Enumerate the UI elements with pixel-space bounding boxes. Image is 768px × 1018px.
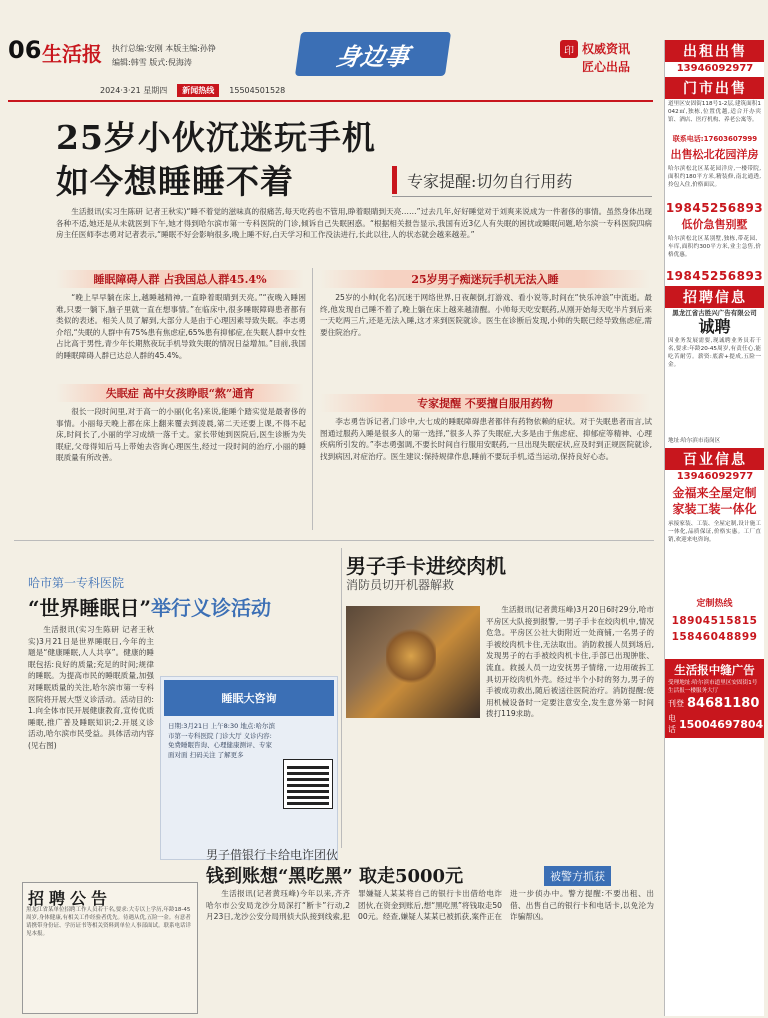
classified-sub-5: 诚聘 (698, 317, 731, 336)
classified-text-4: 哈尔滨松北区某别墅,独栋,带花园、车库,面积约300平方米,业主急售,价格优惠。 (668, 236, 761, 258)
editor-credits (112, 42, 216, 70)
classified-title-6: 百业信息 (665, 448, 764, 470)
classified-phone-8b: 15004697804 (679, 717, 764, 731)
classified-title-5: 招聘信息 (665, 286, 764, 308)
classified-title-4: 低价急售别墅 (681, 218, 748, 231)
story4-text: 生活报讯(记者黄珏峰)今年以来,齐齐哈尔市公安局龙沙分局深打“断卡”行动,2月23日,龙沙公安分局刑侦大队接到线索,犯罪嫌疑人某某将自己的银行卡出借给电诈团伙,在资金到账后,想“黑吃黑”将钱取走5000元。经查,嫌疑人某某已被抓获,案件正在进一步侦办中。警方提醒:不要出租、出借、出售自己的银行卡和电话卡,以免沦为诈骗帮凶。 (206, 889, 654, 922)
classified-address-5: 地址:哈尔滨市南岗区 (668, 438, 721, 444)
rescue-photo (346, 606, 480, 718)
story2-kicker: 哈市第一专科医院 (28, 576, 125, 590)
poster-text: 日期:3月21日 上午8:30 地点:哈尔滨市第一专科医院 门诊大厅 义诊内容:免费睡眠咨询、心理健康测评、专家面对面 扫码关注 了解更多 (168, 722, 276, 759)
section-text-2: 25岁的小帅(化名)沉迷于网络世界,日夜颠倒,打游戏、看小说等,时间在“快乐冲浪”中流逝。最终,他发现自己睡不着了,晚上躺在床上越来越清醒。小帅每天吃安眠药,从刚开始每天吃半片到后来一天吃两三片,还是无法入睡,这才来到医院就诊。医生在诊断后发现,小帅的失眠已经导致焦虑症,需要住院治疗。 (320, 293, 652, 337)
classifieds-column (664, 40, 764, 1016)
classified-company-5: 黑龙江省古胜兴广告有限公司 (672, 309, 757, 317)
recruitment-ad-title: 招聘公告 (28, 889, 113, 908)
story4-kicker: 男子借银行卡给电诈团伙 (206, 848, 339, 862)
classified-phone-3: 19845256893 (665, 201, 764, 215)
classified-text-8: 受理地址:哈尔滨市道里区安固街1号生活报一楼服务大厅 (668, 680, 758, 694)
poster-title: 睡眠大咨询 (164, 680, 334, 716)
classified-title-3: 出售松北花园洋房 (670, 148, 759, 161)
classified-title-8: 生活报中缝广告 (674, 663, 755, 677)
story2-title-black: “世界睡眠日” (28, 596, 152, 620)
classified-text-7: 承接家装、工装、全屋定制,设计施工一体化,品质保证,价格实惠。工厂直销,欢迎来电咨询。 (668, 521, 761, 543)
classified-title-7: 金福来全屋定制 家装工装一体化 (672, 486, 757, 516)
slogan-line-1: 权威资讯 (582, 42, 631, 56)
section-title-1: 睡眠障碍人群 占我国总人群45.4% (56, 270, 304, 288)
classified-phone-label-7: 定制热线 (696, 599, 733, 609)
story3-subtitle: 消防员切开机器解救 (346, 578, 455, 592)
main-headline-line-2: 如今想睡睡不着 (56, 162, 294, 201)
classified-phone-1: 13946092977 (676, 63, 754, 74)
story3-title: 男子手卡进绞肉机 (346, 554, 506, 578)
classified-phone-7b: 15846048899 (671, 631, 758, 643)
classified-phone-2: 联系电话:17603607999 (672, 135, 758, 143)
section-text-3: 很长一段时间里,对于高一的小丽(化名)来说,能睡个踏实觉是最奢侈的事情。小丽每天晚上都在床上翻来覆去到凌晨,第二天还要上课,不得不起床,时间长了,小丽的学习成绩一落千丈。家长带她到医院后,医生诊断为失眠症,父母得知后马上带她去咨询心理医生,经过一段时间的治疗,小丽的睡眠质量有所改善。 (56, 407, 306, 463)
classified-phone-8a: 84681180 (687, 696, 760, 711)
recruitment-ad-text: 黑龙江省某单位招聘工作人员若干名,要求:大专以上学历,年龄18-45周岁,身体健康,有相关工作经验者优先。待遇从优,五险一金。有意者请携带身份证、学历证书等相关资料到单位人事部面试。联系电话详见本报。 (26, 907, 192, 937)
classified-phone-6: 13946092977 (676, 471, 754, 482)
slogan-line-2: 匠心出品 (582, 60, 631, 74)
classified-text-3: 哈尔滨松北区某花园洋房,一楼带院,面积约180平方米,精装修,南北通透,拎包入住,价格面议。 (668, 166, 761, 188)
hotline-label: 新闻热线 (177, 84, 219, 97)
classified-text-5: 因业务发展需要,现诚聘业务员若干名,要求:年龄20-45周岁,有责任心,能吃苦耐劳。薪资:底薪+提成,五险一金。 (668, 338, 761, 368)
story3-text-col: 生活报讯(记者黄珏峰)3月20日6时29分,哈市平房区大队接到报警,一男子手卡在绞肉机中,情况危急。平房区公社大街附近一处商铺,一名男子的手被绞肉机卡住,无法取出。消防救援人员到场后,发现男子的右手被绞肉机卡住,手部已出现肿胀、流血。救援人员一边安抚男子情绪,一边用破拆工具切开绞肉机外壳。经过半个小时的努力,男子的手被成功救出,随后被送往医院治疗。消防提醒:使用机械设备时一定要注意安全,发生意外第一时间拨打119求助。 (486, 605, 654, 719)
date-bar (100, 82, 560, 98)
classified-title-1: 出租出售 (665, 40, 764, 62)
main-headline-line-1: 25岁小伙沉迷玩手机 (56, 118, 376, 157)
section-text-4: 李志勇告诉记者,门诊中,大七成的睡眠障碍患者都伴有药物依赖的症状。对于失眠患者而言,试图通过服药入睡是很多人的第一选择,“很多人养了失眠症,大多是由于焦虑症、抑郁症等精神、心理疾病所引发的。”李志勇强调,不要长时间自行服用安眠药,一旦出现失眠症状,应及时到正规医院就诊,找到病因,对症治疗。医生建议:保持规律作息,睡前不要玩手机,适当运动,保持良好心态。 (320, 417, 652, 461)
newspaper-brand: 生活报 (42, 42, 102, 66)
classified-phone-row-8b (665, 712, 764, 736)
classified-text-2: 道里区安固街118号1-2层,建筑面积1042㎡,独栋,位置优越,适合开办宾馆、酒店、医疗机构、养老公寓等。 (668, 101, 761, 123)
issue-date: 2024·3·21 星期四 (100, 85, 168, 95)
editor-line-2: 编辑:韩雪 版式:倪海涛 (112, 58, 192, 67)
column-divider (312, 268, 313, 530)
subhead-divider (392, 196, 652, 197)
section-banner: 身边事 (295, 32, 451, 76)
classified-phone-row-8a (665, 695, 764, 712)
story4-title: 钱到账想“黑吃黑” 取走5000元 (206, 866, 464, 887)
slogan (582, 40, 630, 76)
story2-title (28, 592, 271, 621)
section-title-4: 专家提醒 不要擅自服用药物 (320, 394, 650, 412)
classified-phone-4: 19845256893 (665, 269, 764, 283)
section-text-1: “晚上早早躺在床上,越睡越精神,一直睁着眼睛到天亮。”“夜晚入睡困难,只要一躺下,脑子里就一直在想事情。”在临床中,很多睡眠障碍患者都有类似的表述。相关人员了解到,大部分人是由于心理因素导致失眠。李志勇介绍,“失眠的人群中有75%患有焦虑症,65%患有抑郁症,在失眠人群中女性占比高于男性,青少年长期熬夜玩手机导致失眠的情况日益增加。”目前,我国的睡眠障碍人群已达总人群的45.4%。 (56, 293, 306, 360)
section-title-3: 失眠症 高中女孩睁眼“熬”通宵 (56, 384, 304, 402)
main-subhead: 专家提醒:切勿自行用药 (392, 166, 604, 194)
story-divider (14, 540, 654, 541)
classified-phone-7a: 18904515815 (671, 615, 758, 627)
main-lead: 生活报讯(实习生陈研 记者王秋实)“睡不着觉的滋味真的很痛苦,每天吃药也不管用,睁着眼睛到天亮……”过去几年,好好睡觉对于刘爽来说成为一件奢侈的事情。虽然身体出现各种不适,她还是从未就医到下午,她才得到哈尔滨市第一专科医院的门诊,倾诉自己失眠困惑。“根据相关报告显示,我国有近3亿人有失眠的困扰或睡眠问题,哈尔滨一专科医院四病房主任医师李志勇对记者表示,“睡眠不好会影响很多,晚上睡不好,白天学习和工作没法进行,长此以往,人的状态就会越来越差。” (56, 207, 652, 240)
classified-phone-label-8b: 电话 (668, 714, 676, 734)
section-title-2: 25岁男子痴迷玩手机无法入睡 (320, 270, 650, 288)
story2-text: 生活报讯(实习生陈研 记者王秋实)3月21日是世界睡眠日,今年的主题是“健康睡眠,人人共享”。健康的睡眠包括:良好的质量;充足的时间;规律的睡眠。为提高市民的睡眠质量,加强对睡眠质量的关注,哈尔滨市第一专科医院将开展大型义诊活动。活动目的:1.向全体市民开展健康教育,宣传优质睡眠,推广普及睡眠知识;2.开展义诊活动,哈尔滨市民受益。具体活动内容(见右图) (28, 625, 154, 750)
classified-title-2: 门市出售 (665, 77, 764, 99)
page-number: 06 (8, 36, 42, 64)
classified-block-8 (665, 659, 764, 738)
story4-tag: 被警方抓获 (544, 866, 611, 886)
column-divider-2 (341, 548, 342, 848)
classified-phone-label-8a: 刊登 (668, 699, 684, 708)
seal-icon: 印 (560, 40, 578, 58)
header-rule (8, 100, 653, 102)
story2-title-blue: 举行义诊活动 (151, 596, 272, 620)
editor-line-1: 执行总编:安刚 本版主编:孙铮 (112, 44, 216, 53)
qr-code-icon (284, 760, 332, 808)
hotline-number: 15504501528 (229, 85, 286, 95)
